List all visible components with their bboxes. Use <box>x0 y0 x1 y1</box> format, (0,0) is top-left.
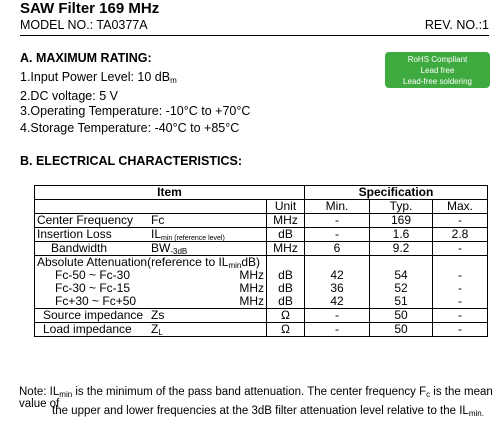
max-cell: - <box>433 295 488 309</box>
typ-cell: 9.2 <box>370 242 433 256</box>
typ-cell: 54 <box>370 269 433 282</box>
table-row <box>35 309 488 323</box>
revision-number: REV. NO.:1 <box>424 18 489 32</box>
min-cell: 36 <box>305 282 370 295</box>
spec-table <box>34 185 488 337</box>
max-cell: - <box>433 309 488 323</box>
item-cell: Center Frequency Fc <box>35 214 267 228</box>
item-cell: Fc-50 ~ Fc-30 MHz <box>35 269 267 282</box>
unit-cell: dB <box>267 295 305 309</box>
note-line-1: Note: $IL_{min}$ is the minimum of the pass band attenuation. The center frequency $F_c$ is the mean value of <box>19 386 493 410</box>
typ-cell: 169 <box>370 214 433 228</box>
page-title: SAW Filter 169 MHz <box>20 0 160 17</box>
max-cell: - <box>433 242 488 256</box>
min-cell: 42 <box>305 269 370 282</box>
rating-item-1: 1.Input Power Level: 10 $dB_m$ <box>20 70 177 85</box>
unit-cell: dB <box>267 269 305 282</box>
min-cell: - <box>305 214 370 228</box>
rohs-badge-line2: Lead free <box>420 66 455 75</box>
abs-attenuation-label: Absolute Attenuation(reference to $IL_{min}dB$) <box>35 256 267 270</box>
table-row <box>35 256 488 270</box>
min-cell: 42 <box>305 295 370 309</box>
unit-cell: MHz <box>267 214 305 228</box>
table-row <box>35 214 488 228</box>
max-cell: - <box>433 323 488 337</box>
table-row <box>35 295 488 309</box>
min-cell: - <box>305 228 370 242</box>
rating-item-4: 4.Storage Temperature: -40°C to +85°C <box>20 121 240 135</box>
rohs-badge-line3: Lead-free soldering <box>403 77 472 86</box>
typ-cell: 50 <box>370 323 433 337</box>
typ-cell: 50 <box>370 309 433 323</box>
min-cell: - <box>305 323 370 337</box>
unit-header: Unit <box>267 200 305 214</box>
rohs-badge-line1: RoHS Compliant <box>407 55 468 64</box>
min-cell: 6 <box>305 242 370 256</box>
typ-cell: 1.6 <box>370 228 433 242</box>
max-cell: - <box>433 282 488 295</box>
model-number: MODEL NO.: TA0377A <box>20 18 148 32</box>
table-subheader-row <box>35 200 488 214</box>
max-cell: - <box>433 214 488 228</box>
item-cell: Insertion Loss $IL_{min (reference level)}$ <box>35 228 267 242</box>
spec-header: Specification <box>305 186 488 200</box>
section-a-heading: A. MAXIMUM RATING: <box>20 51 152 65</box>
rating-item-2: 2.DC voltage: 5 V <box>20 89 118 103</box>
header-divider <box>20 35 489 36</box>
note-line-2: the upper and lower frequencies at the 3dB filter attenuation level relative to the $IL_{min.}$ <box>52 405 484 418</box>
item-cell: Bandwidth $BW_{-3dB}$ <box>35 242 267 256</box>
typ-cell: 51 <box>370 295 433 309</box>
blank-cell <box>35 200 267 214</box>
max-header: Max. <box>433 200 488 214</box>
typ-header: Typ. <box>370 200 433 214</box>
rating-item-3: 3.Operating Temperature: -10°C to +70°C <box>20 104 251 118</box>
min-cell: - <box>305 309 370 323</box>
item-header: Item <box>35 186 305 200</box>
unit-cell: MHz <box>267 242 305 256</box>
unit-cell: Ω <box>267 309 305 323</box>
unit-cell: dB <box>267 282 305 295</box>
item-cell: Fc+30 ~ Fc+50 MHz <box>35 295 267 309</box>
max-cell: 2.8 <box>433 228 488 242</box>
typ-cell: 52 <box>370 282 433 295</box>
min-header: Min. <box>305 200 370 214</box>
unit-cell: Ω <box>267 323 305 337</box>
item-cell: Load impedance $Z_L$ <box>35 323 267 337</box>
max-cell: - <box>433 269 488 282</box>
table-row <box>35 228 488 242</box>
table-row <box>35 323 488 337</box>
unit-cell: dB <box>267 228 305 242</box>
table-header-row <box>35 186 488 200</box>
table-row <box>35 242 488 256</box>
rohs-badge <box>385 52 490 88</box>
item-cell: Source impedance Zs <box>35 309 267 323</box>
item-cell: Fc-30 ~ Fc-15 MHz <box>35 282 267 295</box>
section-b-heading: B. ELECTRICAL CHARACTERISTICS: <box>20 154 242 168</box>
